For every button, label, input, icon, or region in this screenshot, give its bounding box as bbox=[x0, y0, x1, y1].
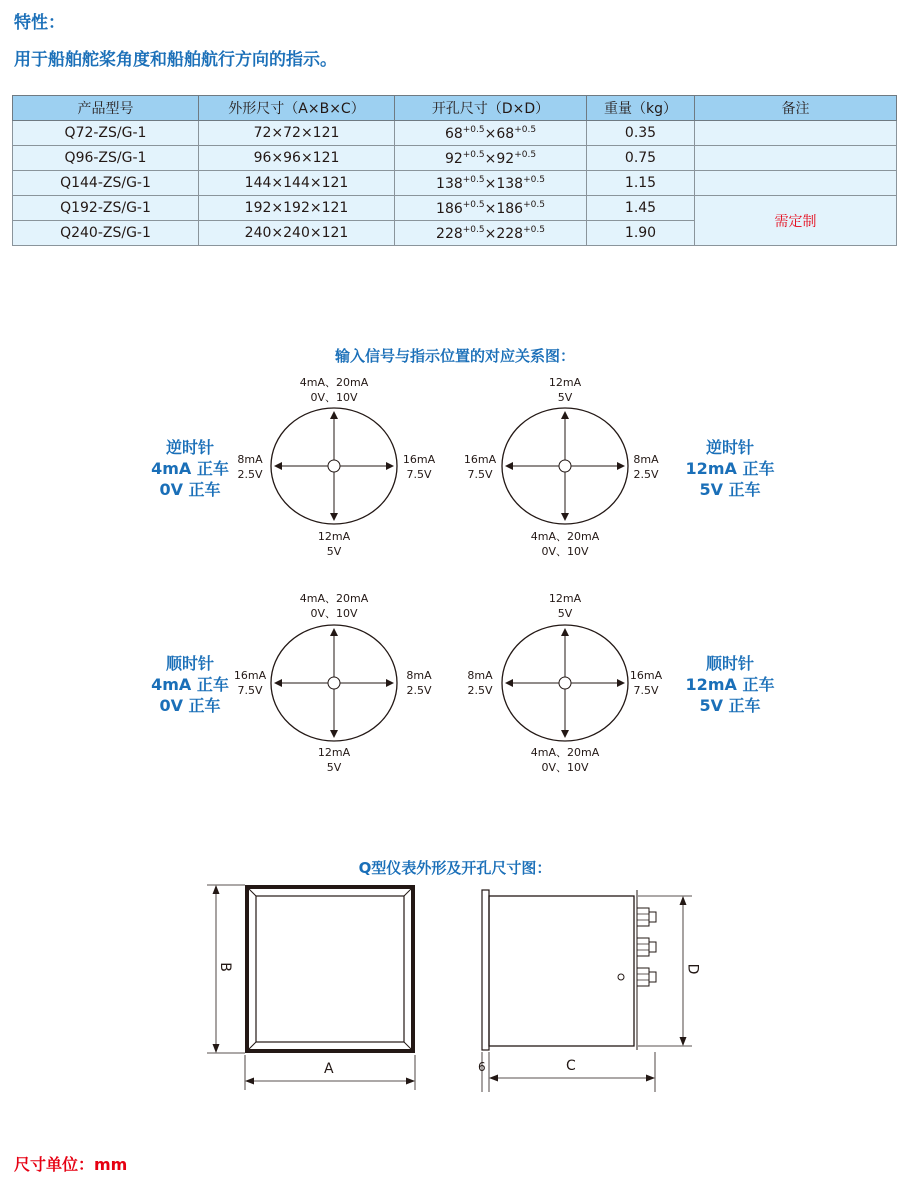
dial-3 bbox=[271, 625, 397, 741]
side-line: 0V 正车 bbox=[159, 480, 221, 499]
side-line: 逆时针 bbox=[705, 438, 754, 457]
diagram-1-left-label: 8mA 2.5V bbox=[237, 453, 263, 481]
front-view bbox=[207, 885, 415, 1090]
cell-weight: 1.15 bbox=[587, 171, 695, 196]
relation-title: 输入信号与指示位置的对应关系图： bbox=[334, 347, 575, 365]
feature-heading: 特性： bbox=[14, 13, 65, 33]
side-line: 顺时针 bbox=[165, 654, 214, 673]
cell-cutout: $228^{+0.5}\times 228^{+0.5}$ bbox=[395, 221, 587, 246]
diagram-3-top-label: 4mA、20mA 0V、10V bbox=[299, 592, 369, 620]
cell-remark bbox=[695, 121, 897, 146]
table-row bbox=[13, 121, 897, 146]
side-line: 4mA 正车 bbox=[151, 675, 229, 694]
dimension-6-label: 6 bbox=[478, 1060, 486, 1074]
terminal-top bbox=[637, 908, 656, 926]
cell-model: Q72-ZS/G-1 bbox=[13, 121, 199, 146]
diagram-4-bottom-label: 4mA、20mA 0V、10V bbox=[530, 746, 600, 774]
header-model: 产品型号 bbox=[13, 96, 199, 121]
dial-2 bbox=[502, 408, 628, 524]
cell-cutout: $68^{+0.5}\times 68^{+0.5}$ bbox=[395, 121, 587, 146]
dimension-d-label: D bbox=[684, 963, 701, 975]
cell-outer: 192×192×121 bbox=[199, 196, 395, 221]
dimension-c-label: C bbox=[566, 1058, 576, 1074]
cell-weight: 0.75 bbox=[587, 146, 695, 171]
cell-remark bbox=[695, 146, 897, 171]
diagram-1-top-label: 4mA、20mA 0V、10V bbox=[299, 376, 369, 404]
outline-drawing bbox=[0, 870, 910, 1100]
cell-cutout: $92^{+0.5}\times 92^{+0.5}$ bbox=[395, 146, 587, 171]
side-line: 逆时针 bbox=[165, 438, 214, 457]
side-line: 顺时针 bbox=[705, 654, 754, 673]
cell-cutout: $186^{+0.5}\times 186^{+0.5}$ bbox=[395, 196, 587, 221]
side-line: 5V 正车 bbox=[699, 696, 761, 715]
header-remark: 备注 bbox=[695, 96, 897, 121]
cell-weight: 1.90 bbox=[587, 221, 695, 246]
diagram-2-right-label: 8mA 2.5V bbox=[633, 453, 659, 481]
cell-outer: 72×72×121 bbox=[199, 121, 395, 146]
header-weight: 重量（kg） bbox=[587, 96, 695, 121]
dial-1 bbox=[271, 408, 397, 524]
side-view bbox=[482, 890, 692, 1092]
cell-cutout: $138^{+0.5}\times 138^{+0.5}$ bbox=[395, 171, 587, 196]
unit-note: 尺寸单位：mm bbox=[14, 1155, 128, 1174]
diagram-4-left-label: 8mA 2.5V bbox=[467, 669, 493, 697]
diagram-3-left-label: 16mA 7.5V bbox=[233, 669, 267, 697]
side-line: 5V 正车 bbox=[699, 480, 761, 499]
header-cutout-size: 开孔尺寸（D×D） bbox=[395, 96, 587, 121]
side-line: 12mA 正车 bbox=[685, 459, 775, 478]
cell-model: Q96-ZS/G-1 bbox=[13, 146, 199, 171]
outline-title: Q型仪表外形及开孔尺寸图： bbox=[358, 859, 552, 877]
side-line: 12mA 正车 bbox=[685, 675, 775, 694]
header-outer-size: 外形尺寸（A×B×C） bbox=[199, 96, 395, 121]
table-row bbox=[13, 171, 897, 196]
cell-outer: 240×240×121 bbox=[199, 221, 395, 246]
diagram-2-top-label: 12mA 5V bbox=[548, 376, 582, 404]
table-row bbox=[13, 146, 897, 171]
diagram-2-bottom-label: 4mA、20mA 0V、10V bbox=[530, 530, 600, 558]
diagram-2-left-label: 16mA 7.5V bbox=[463, 453, 497, 481]
cell-model: Q240-ZS/G-1 bbox=[13, 221, 199, 246]
cell-weight: 1.45 bbox=[587, 196, 695, 221]
dial-4 bbox=[502, 625, 628, 741]
dimension-a-label: A bbox=[324, 1061, 334, 1077]
diagram-4-right-label: 16mA 7.5V bbox=[629, 669, 663, 697]
diagram-4-top-label: 12mA 5V bbox=[548, 592, 582, 620]
diagram-3-bottom-label: 12mA 5V bbox=[317, 746, 351, 774]
cell-model: Q144-ZS/G-1 bbox=[13, 171, 199, 196]
dial-diagrams bbox=[0, 400, 910, 780]
diagram-3-right-label: 8mA 2.5V bbox=[406, 669, 432, 697]
diagram-1-bottom-label: 12mA 5V bbox=[317, 530, 351, 558]
cell-outer: 144×144×121 bbox=[199, 171, 395, 196]
cell-remark-custom: 需定制 bbox=[695, 196, 897, 246]
cell-remark bbox=[695, 171, 897, 196]
dimension-b-label: B bbox=[216, 962, 233, 972]
cell-weight: 0.35 bbox=[587, 121, 695, 146]
side-line: 4mA 正车 bbox=[151, 459, 229, 478]
spec-table bbox=[12, 95, 897, 246]
cell-model: Q192-ZS/G-1 bbox=[13, 196, 199, 221]
table-row bbox=[13, 196, 897, 221]
diagram-1-right-label: 16mA 7.5V bbox=[402, 453, 436, 481]
terminal-bottom bbox=[637, 968, 656, 986]
side-line: 0V 正车 bbox=[159, 696, 221, 715]
terminal-middle bbox=[637, 938, 656, 956]
table-header-row bbox=[13, 96, 897, 121]
feature-description: 用于船舶舵桨角度和船舶航行方向的指示。 bbox=[14, 50, 337, 70]
cell-outer: 96×96×121 bbox=[199, 146, 395, 171]
